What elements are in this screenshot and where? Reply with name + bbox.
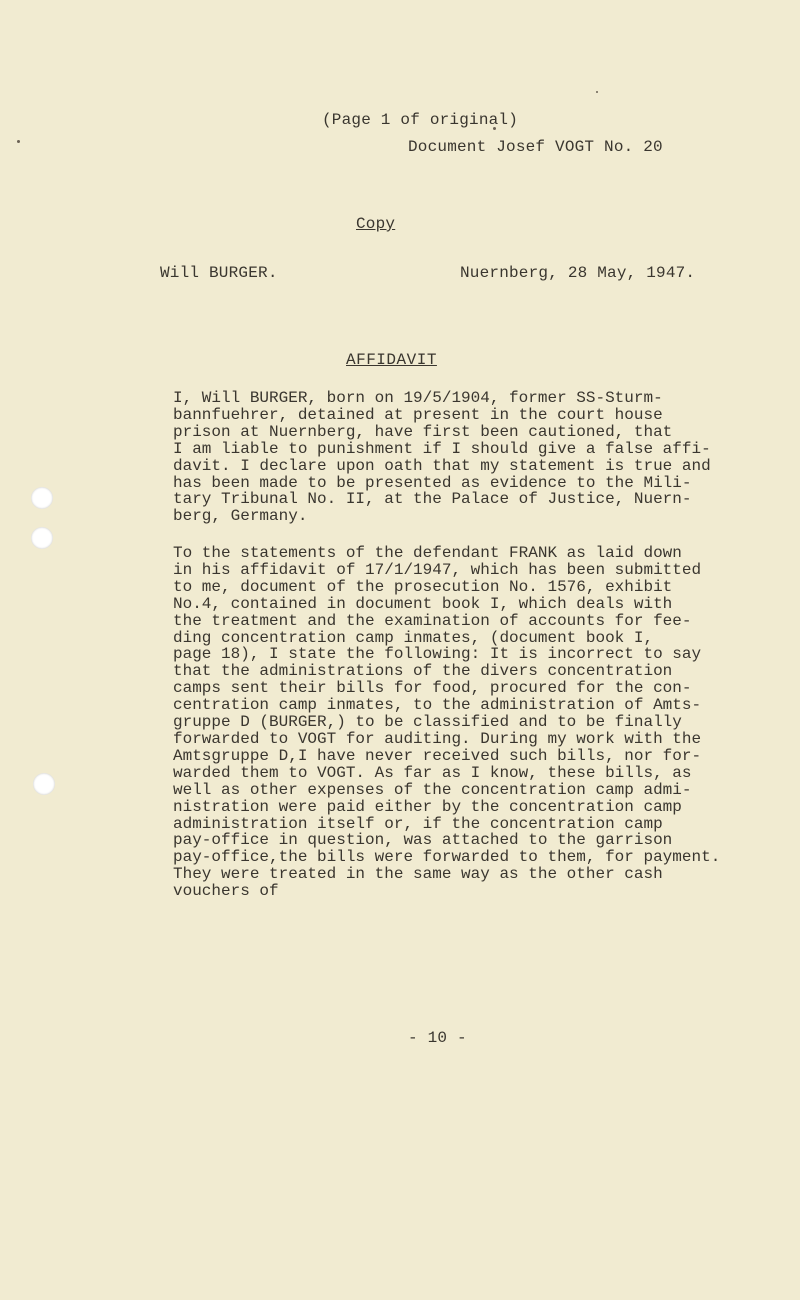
- paragraph-line: warded them to VOGT. As far as I know, these bills, as: [173, 763, 692, 782]
- page-number: - 10 -: [408, 1029, 467, 1047]
- paragraph-line: I, Will BURGER, born on 19/5/1904, former SS-Sturm-: [173, 389, 663, 407]
- document-title: AFFIDAVIT: [346, 351, 437, 369]
- paragraph-line: bannfuehrer, detained at present in the court house: [173, 405, 663, 424]
- punch-hole: [31, 487, 53, 509]
- paragraph-line: tary Tribunal No. II, at the Palace of Justice, Nuern-: [173, 490, 692, 509]
- paragraph-line: that the administrations of the divers concentration: [173, 662, 673, 681]
- paragraph-line: ding concentration camp inmates, (document book I,: [173, 628, 654, 647]
- place-date: Nuernberg, 28 May, 1947.: [460, 264, 696, 282]
- paper-speck: [596, 91, 598, 93]
- paragraph-line: gruppe D (BURGER,) to be classified and to be finally: [173, 713, 682, 732]
- paragraph-line: Amtsgruppe D,I have never received such bills, nor for-: [173, 746, 702, 765]
- punch-hole: [33, 773, 55, 795]
- paragraph-2: [173, 545, 773, 900]
- copy-label: Copy: [356, 215, 396, 233]
- paragraph-line: davit. I declare upon oath that my statement is true and: [173, 456, 711, 475]
- paragraph-line: prison at Nuernberg, have first been cautioned, that: [173, 422, 673, 441]
- author-name: Will BURGER.: [160, 264, 278, 282]
- paragraph-line: camps sent their bills for food, procured for the con-: [173, 679, 692, 698]
- paragraph-line: the treatment and the examination of accounts for fee-: [173, 611, 692, 630]
- paper-speck: [17, 140, 20, 143]
- paragraph-line: pay-office in question, was attached to the garrison: [173, 831, 673, 850]
- paragraph-line: centration camp inmates, to the administration of Amts-: [173, 696, 702, 715]
- paragraph-line: pay-office,the bills were forwarded to them, for payment.: [173, 848, 721, 867]
- punch-hole: [31, 527, 53, 549]
- paragraph-1: [173, 390, 773, 525]
- paragraph-line: forwarded to VOGT for auditing. During my work with the: [173, 729, 702, 748]
- paragraph-line: administration itself or, if the concentration camp: [173, 814, 663, 833]
- paragraph-line: berg, Germany.: [173, 507, 308, 526]
- paragraph-line: They were treated in the same way as the other cash: [173, 865, 663, 884]
- paragraph-line: nistration were paid either by the concentration camp: [173, 797, 682, 816]
- page-reference: (Page 1 of original): [322, 111, 519, 129]
- paragraph-line: in his affidavit of 17/1/1947, which has been submitted: [173, 560, 702, 579]
- paragraph-line: I am liable to punishment if I should give a false affi-: [173, 439, 711, 458]
- document-reference: Document Josef VOGT No. 20: [408, 138, 663, 156]
- paragraph-line: well as other expenses of the concentration camp admi-: [173, 780, 692, 799]
- paragraph-line: page 18), I state the following: It is incorrect to say: [173, 645, 702, 664]
- paragraph-line: vouchers of: [173, 882, 279, 901]
- paragraph-line: to me, document of the prosecution No. 1576, exhibit: [173, 577, 673, 596]
- paragraph-line: To the statements of the defendant FRANK as laid down: [173, 544, 682, 562]
- paragraph-line: No.4, contained in document book I, which deals with: [173, 594, 673, 613]
- paragraph-line: has been made to be presented as evidence to the Mili-: [173, 473, 692, 492]
